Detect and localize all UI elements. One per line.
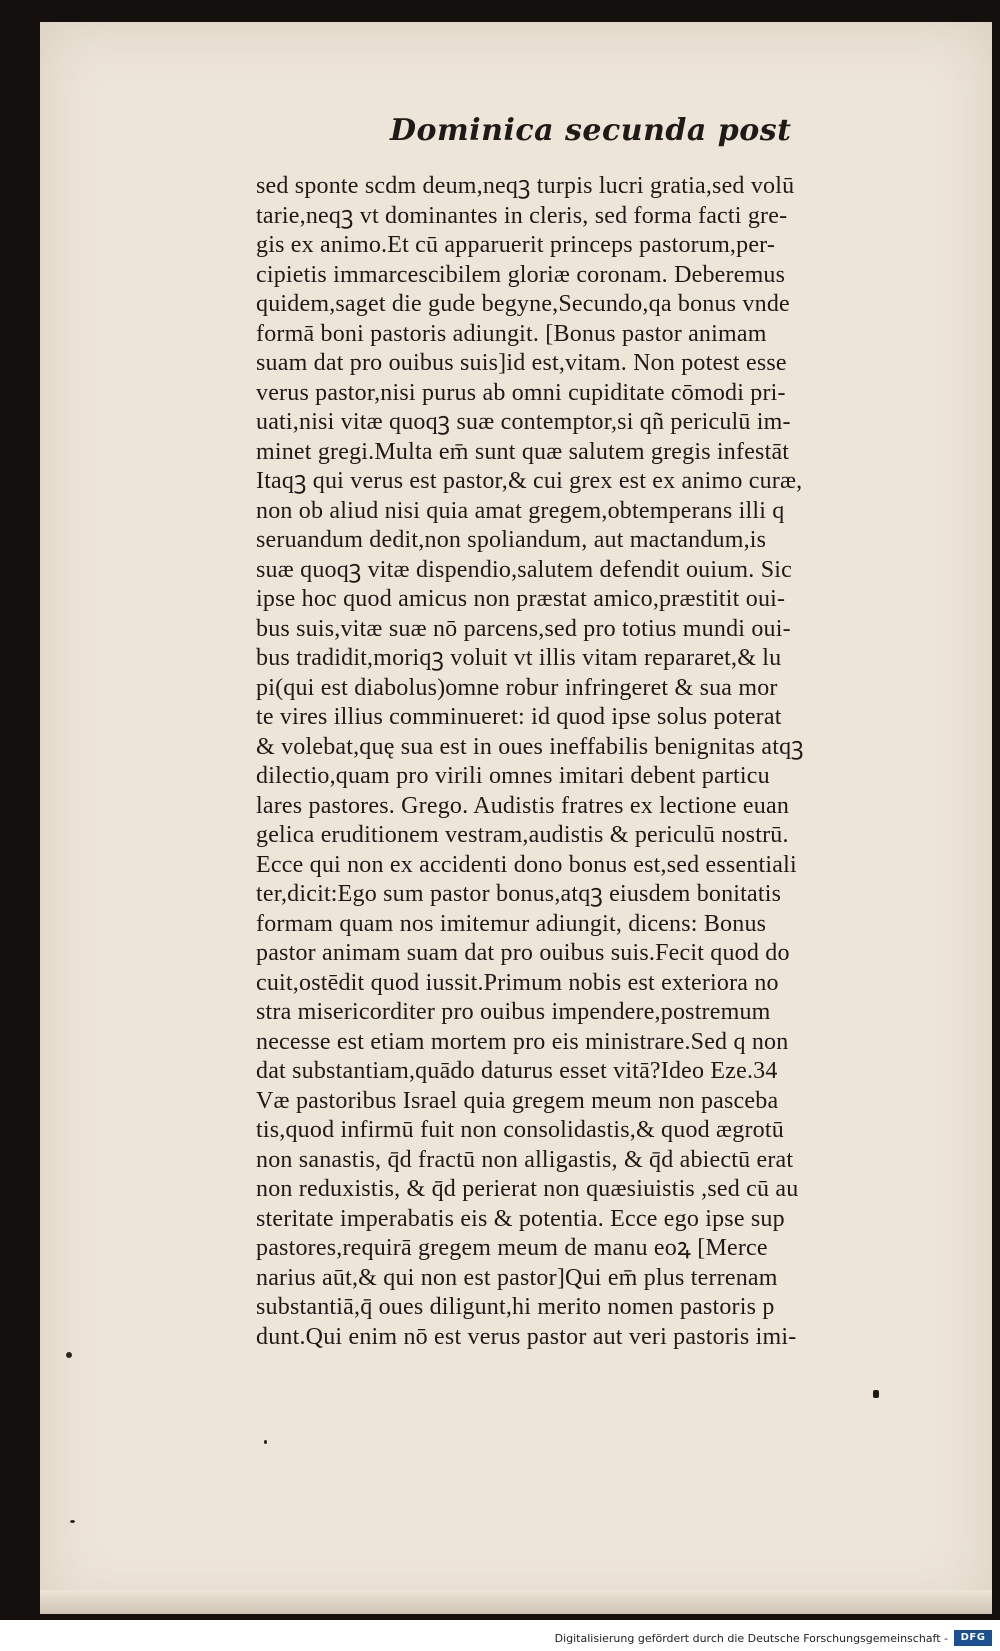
text-line: pi(qui est diabolus)omne robur infringeret & sua mor	[256, 674, 778, 701]
text-line: non reduxistis, & q̄d perierat non quæsiuistis ,sed cū au	[256, 1176, 799, 1202]
page-bottom-edge	[40, 1590, 992, 1614]
text-line: lares pastores. Grego. Audistis fratres ex lectione euan	[256, 792, 790, 819]
ink-speck	[264, 1440, 267, 1444]
text-line: minet gregi.Multa em̄ sunt quæ salutem gregis infestāt	[256, 438, 790, 465]
text-line: Væ pastoribus Israel quia gregem meum non pasceba	[256, 1087, 779, 1114]
dfg-logo: DFG	[954, 1630, 992, 1646]
text-line: suæ quoqꝫ vitæ dispendio,salutem defendit ouium. Sic	[256, 556, 792, 583]
text-line: pastores,requirā gregem meum de manu eoꝝ [Merce	[256, 1235, 768, 1261]
text-line: necesse est etiam mortem pro eis ministrare.Sed q non	[256, 1028, 789, 1055]
text-line: dunt.Qui enim nō est verus pastor aut veri pastoris imi-	[256, 1323, 797, 1350]
text-block	[256, 172, 916, 1352]
running-head: Dominica secunda post	[390, 113, 792, 148]
text-line: ter,dicit:Ego sum pastor bonus,atqꝫ eiusdem bonitatis	[256, 881, 782, 907]
text-line: gis ex animo.Et cū apparuerit princeps pastorum,per-	[256, 232, 776, 258]
text-line: Ecce qui non ex accidenti dono bonus est,sed essentiali	[256, 851, 797, 878]
text-line: non sanastis, q̄d fractū non alligastis, & q̄d abiectū erat	[256, 1146, 794, 1173]
ink-speck	[70, 1520, 75, 1523]
text-line: quidem,saget die gude begyne,Secundo,qa bonus vnde	[256, 291, 790, 317]
ink-speck	[66, 1352, 72, 1358]
catchmark	[873, 1390, 879, 1398]
text-line: uati,nisi vitæ quoqꝫ suæ contemptor,si qñ periculū im-	[256, 409, 791, 435]
text-line: te vires illius comminueret: id quod ipse solus poterat	[256, 704, 782, 730]
text-line: suam dat pro ouibus suis]id est,vitam. Non potest esse	[256, 350, 787, 376]
text-line: tarie,neqꝫ vt dominantes in cleris, sed forma facti gre-	[256, 202, 788, 229]
text-line: dilectio,quam pro virili omnes imitari debent particu	[256, 763, 770, 789]
text-line: stra misericorditer pro ouibus impendere,postremum	[256, 999, 771, 1025]
text-line: dat substantiam,quādo daturus esset vitā?Ideo Eze.34	[256, 1058, 778, 1084]
text-line: Itaqꝫ qui verus est pastor,& cui grex est ex animo curæ,	[256, 468, 803, 494]
text-line: pastor animam suam dat pro ouibus suis.Fecit quod do	[256, 940, 790, 966]
text-line: sed sponte scdm deum,neqꝫ turpis lucri gratia,sed volū	[256, 173, 795, 199]
text-line: substantiā,q̄ oues diligunt,hi merito nomen pastoris p	[256, 1294, 775, 1320]
text-line: non ob aliud nisi quia amat gregem,obtemperans illi q	[256, 497, 785, 524]
text-line: gelica eruditionem vestram,audistis & periculū nostrū.	[256, 822, 789, 848]
text-line: formam quam nos imitemur adiungit, dicens: Bonus	[256, 910, 767, 937]
text-line: bus suis,vitæ suæ nō parcens,sed pro totius mundi oui-	[256, 615, 791, 642]
text-line: steritate imperabatis eis & potentia. Ecce ego ipse sup	[256, 1205, 785, 1232]
digitization-credit: Digitalisierung gefördert durch die Deutsche Forschungsgemeinschaft -	[554, 1632, 948, 1645]
text-line: cipietis immarcescibilem gloriæ coronam. Deberemus	[256, 261, 786, 288]
text-line: verus pastor,nisi purus ab omni cupiditate cōmodi pri-	[256, 379, 786, 406]
text-line: ipse hoc quod amicus non præstat amico,præstitit oui-	[256, 586, 786, 612]
text-line: bus tradidit,moriqꝫ voluit vt illis vitam repararet,& lu	[256, 645, 782, 671]
text-line: formā boni pastoris adiungit. [Bonus pastor animam	[256, 320, 767, 347]
text-line: narius aūt,& qui non est pastor]Qui em̄ plus terrenam	[256, 1264, 778, 1291]
text-line: cuit,ostēdit quod iussit.Primum nobis est exteriora no	[256, 969, 779, 996]
text-line: & volebat,quę sua est in oues ineffabilis benignitas atqꝫ	[256, 733, 804, 760]
text-line: tis,quod infirmū fuit non consolidastis,& quod ægrotū	[256, 1117, 784, 1143]
text-line: seruandum dedit,non spoliandum, aut mactandum,is	[256, 527, 767, 553]
